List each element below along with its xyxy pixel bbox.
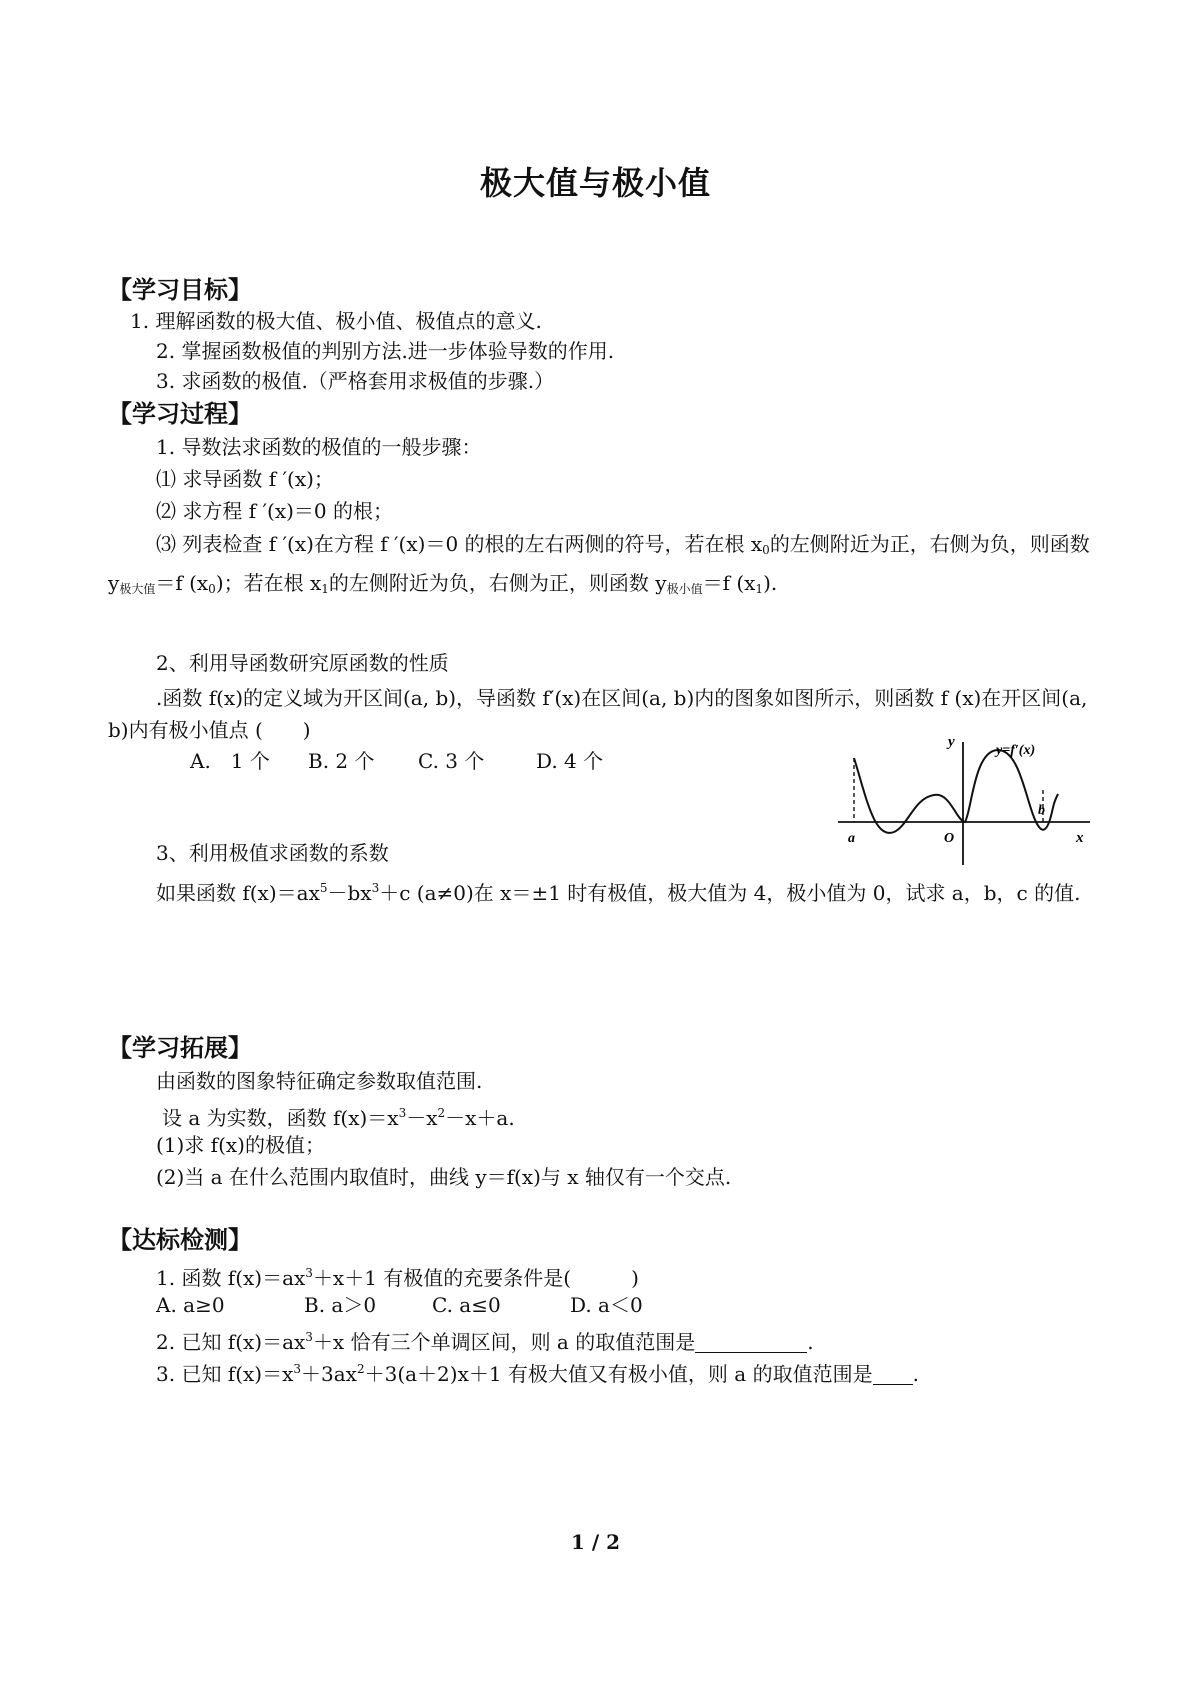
- goal-item-2: 2. 掌握函数极值的判别方法.进一步体验导数的作用.: [156, 339, 615, 363]
- answer-blank-3[interactable]: [873, 1364, 913, 1385]
- section-heading-goals: 【学习目标】: [108, 276, 252, 304]
- goal-item-1: 1. 理解函数的极大值、极小值、极值点的意义.: [130, 309, 542, 333]
- process-step-3: ⑶ 列表检查 f ′(x)在方程 f ′(x)＝0 的根的左右两侧的符号，若在根 $x_0$的左侧附近为正，右侧为负，则函数 $y_{极大值}=f$ $(x_0)$；若在根 $x_1$的左侧附近为负，右侧为正，则函数 $y_{极小值}=f$ $(x_1)$.: [108, 532, 1090, 596]
- derivative-graph: [838, 730, 1098, 870]
- check-option-b: B. a＞0: [304, 1293, 377, 1317]
- check-option-c: C. a≤0: [432, 1293, 501, 1317]
- option-a: A. 1 个: [190, 749, 270, 773]
- property-question: .函数 f(x)的定义域为开区间(a, b)，导函数 f′(x)在区间(a, b)内的图象如图所示，则函数 f (x)在开区间(a, b)内有极小值点 ( ): [108, 686, 1088, 742]
- page-number: 1 / 2: [570, 1530, 621, 1554]
- page-title: 极大值与极小值: [479, 164, 711, 202]
- process-step-title: 1. 导数法求函数的极值的一般步骤：: [156, 435, 482, 459]
- check-option-d: D. a＜0: [570, 1293, 643, 1317]
- derivative-curve: [854, 750, 1058, 833]
- a-label: a: [848, 831, 855, 846]
- section-heading-check: 【达标检测】: [108, 1226, 252, 1254]
- expand-part-2: (2)当 a 在什么范围内取值时，曲线 y＝f(x)与 x 轴仅有一个交点.: [156, 1165, 732, 1189]
- section-heading-expand: 【学习拓展】: [108, 1034, 252, 1062]
- expand-question: 设 a 为实数，函数 $f(x)=x^3-x^2-x+a$.: [162, 1106, 515, 1130]
- option-b: B. 2 个: [308, 749, 375, 773]
- check-question-3: 3. 已知 $f(x)=x^3+3ax^2+3(a+2)x+1$ 有极大值又有极小值，则 a 的取值范围是 .: [156, 1362, 919, 1386]
- property-heading: 2、利用导函数研究原函数的性质: [156, 651, 449, 675]
- option-d: D. 4 个: [536, 749, 604, 773]
- y-axis-label: y: [948, 734, 955, 750]
- check-question-2: 2. 已知 $f(x)=ax^3+x$ 恰有三个单调区间，则 a 的取值范围是 .: [156, 1330, 814, 1354]
- expand-part-1: (1)求 f(x)的极值；: [156, 1133, 325, 1157]
- coefficient-heading: 3、利用极值求函数的系数: [156, 841, 389, 865]
- process-step-2: ⑵ 求方程 f ′(x)＝0 的根；: [156, 499, 393, 523]
- section-heading-process: 【学习过程】: [108, 400, 252, 428]
- answer-blank-2[interactable]: [695, 1332, 807, 1353]
- option-c: C. 3 个: [418, 749, 485, 773]
- check-question-1: 1. 函数 $f(x)=ax^3+x+1$ 有极值的充要条件是( ): [156, 1266, 639, 1290]
- goal-item-3: 3. 求函数的极值.（严格套用求极值的步骤.）: [156, 369, 555, 393]
- curve-label: y=f′(x): [996, 743, 1036, 758]
- b-label: b: [1038, 803, 1045, 818]
- process-step-1: ⑴ 求导函数 f ′(x)；: [156, 467, 334, 491]
- expand-intro: 由函数的图象特征确定参数取值范围.: [156, 1069, 483, 1093]
- origin-label: O: [944, 831, 955, 846]
- x-axis-label: x: [1076, 830, 1084, 846]
- coefficient-question: 如果函数 $f(x)=ax^5-bx^3+c$ (a≠0)在 x＝±1 时有极值，极大值为 4，极小值为 0，试求 a，b，c 的值.: [156, 881, 1081, 905]
- check-option-a: A. a≥0: [156, 1293, 225, 1317]
